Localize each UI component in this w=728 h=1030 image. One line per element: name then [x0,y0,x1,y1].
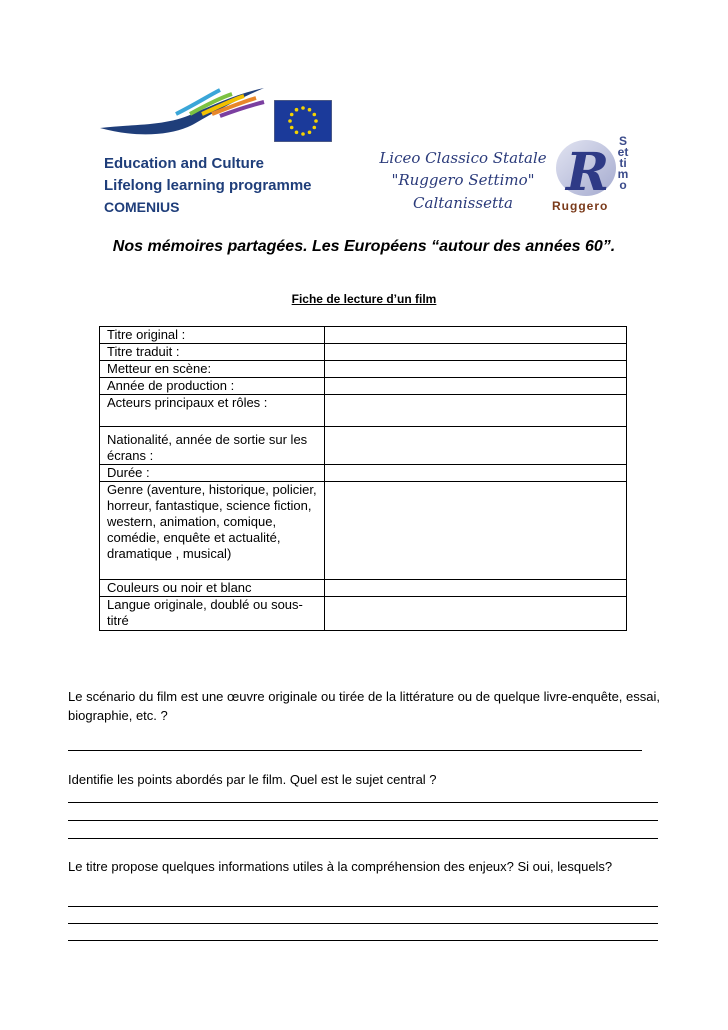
row-value[interactable] [325,378,627,395]
row-value[interactable] [325,482,627,580]
school-line-3: Caltanissetta [413,194,513,212]
row-label: Nationalité, année de sortie sur les écrans : [100,427,325,465]
row-value[interactable] [325,327,627,344]
emblem-word-settimo: Settimo [617,134,629,192]
row-value[interactable] [325,361,627,378]
table-row [100,395,627,427]
table-row [100,597,627,631]
swoosh-icon [96,84,268,144]
table-row [100,427,627,465]
sheet-title [0,292,728,306]
row-label: Durée : [100,465,325,482]
film-sheet-table [99,326,627,631]
answer-line[interactable] [68,906,658,907]
row-label: Couleurs ou noir et blanc [100,580,325,597]
emblem-letter: R [566,142,610,203]
answer-line[interactable] [68,940,658,941]
program-line-3: COMENIUS [104,199,180,215]
table-row [100,361,627,378]
answer-line[interactable] [68,820,658,821]
table-row [100,378,627,395]
question-1: Le scénario du film est une œuvre originale ou tirée de la littérature ou de quelque livre-enquête, essai, biographie, etc. ? [68,689,660,723]
row-label: Année de production : [100,378,325,395]
school-line-1: Liceo Classico Statale [379,149,547,167]
question-2: Identifie les points abordés par le film. Quel est le sujet central ? [68,772,437,787]
school-line-2: "Ruggero Settimo" [391,171,535,189]
row-value[interactable] [325,465,627,482]
answer-line[interactable] [68,838,658,839]
page-title: Nos mémoires partagées. Les Européens “autour des années 60”. [112,238,616,255]
answer-line[interactable] [68,923,658,924]
table-row [100,580,627,597]
row-label: Titre original : [100,327,325,344]
eu-flag-icon [274,100,332,142]
answer-line[interactable] [68,802,658,803]
table-row [100,344,627,361]
row-value[interactable] [325,427,627,465]
program-line-2: Lifelong learning programme [104,177,312,194]
question-3: Le titre propose quelques informations utiles à la compréhension des enjeux? Si oui, lesquels? [68,859,613,874]
row-value[interactable] [325,395,627,427]
answer-line[interactable] [68,750,642,751]
row-label: Genre (aventure, historique, policier, horreur, fantastique, science fiction, western, animation, comique, comédie, enquête et actualité, dramatique , musical) [100,482,325,580]
row-label: Titre traduit : [100,344,325,361]
sheet-title-text: Fiche de lecture d’un film [291,292,437,306]
row-label: Langue originale, doublé ou sous-titré [100,597,325,631]
row-label: Acteurs principaux et rôles : [100,395,325,427]
row-value[interactable] [325,344,627,361]
row-label: Metteur en scène: [100,361,325,378]
table-row [100,482,627,580]
row-value[interactable] [325,580,627,597]
program-line-1: Education and Culture [104,155,265,172]
table-row [100,465,627,482]
row-value[interactable] [325,597,627,631]
table-row [100,327,627,344]
emblem-word-ruggero: Ruggero [552,199,609,213]
